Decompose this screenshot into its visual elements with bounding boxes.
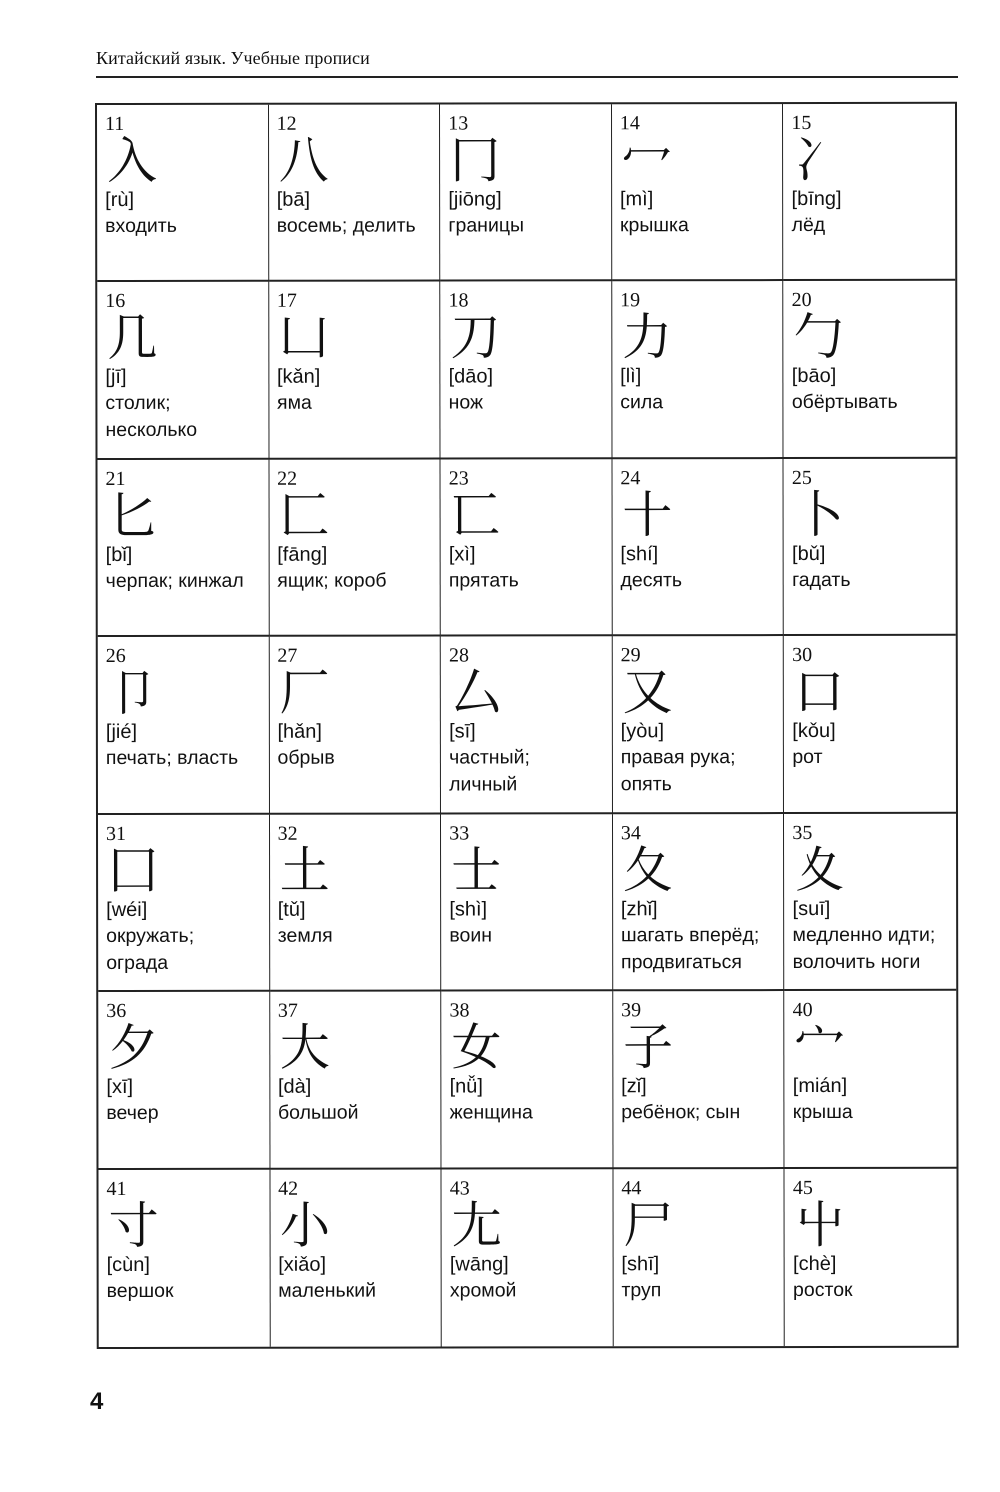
- radical-number: 12: [276, 112, 297, 135]
- radicals-table: [95, 102, 959, 1349]
- radical-character: 冖: [621, 131, 672, 190]
- radical-cell: [784, 814, 956, 992]
- radical-character: 子: [623, 1018, 674, 1077]
- radical-number: 37: [277, 999, 298, 1022]
- radical-number: 43: [449, 1177, 470, 1200]
- radical-number: 28: [448, 644, 469, 667]
- radical-pinyin: [suī]: [792, 897, 831, 920]
- radical-cell: [442, 1169, 614, 1347]
- radical-number: 22: [277, 467, 298, 490]
- radical-cell: [269, 637, 441, 815]
- radical-meaning: входить: [105, 214, 177, 237]
- radical-number: 44: [621, 1176, 642, 1199]
- radical-meaning: женщина: [449, 1101, 533, 1124]
- radical-cell: [784, 459, 956, 637]
- radical-pinyin: [shí]: [620, 543, 659, 566]
- radical-number: 24: [620, 467, 641, 490]
- radical-meaning: росток: [793, 1278, 853, 1301]
- radical-pinyin: [wāng]: [449, 1252, 509, 1276]
- radical-meaning: ящик; короб: [277, 569, 387, 592]
- radical-pinyin: [rù]: [105, 188, 135, 211]
- radical-number: 30: [792, 644, 813, 667]
- radical-character: 冂: [450, 131, 501, 190]
- radical-cell: [612, 104, 784, 282]
- radical-cell: [613, 991, 785, 1169]
- radical-meaning: окружать; ограда: [106, 924, 195, 974]
- radical-character: 土: [279, 841, 330, 900]
- radical-character: 力: [622, 308, 673, 367]
- radical-character: 口: [794, 663, 845, 722]
- radical-number: 18: [448, 289, 469, 312]
- radical-meaning: правая рука; опять: [620, 746, 736, 796]
- radical-pinyin: [zǐ]: [621, 1075, 647, 1098]
- radical-character: 厂: [279, 663, 330, 723]
- radical-cell: [270, 1169, 442, 1347]
- radical-character: 夊: [794, 840, 845, 899]
- radical-pinyin: [yòu]: [620, 720, 665, 743]
- radical-cell: [97, 460, 269, 638]
- radical-cell: [783, 104, 955, 282]
- radical-cell: [98, 814, 270, 992]
- radical-number: 11: [105, 112, 125, 135]
- radical-pinyin: [xì]: [448, 543, 476, 566]
- radical-number: 31: [106, 822, 127, 845]
- radical-pinyin: [bǐ]: [105, 543, 133, 566]
- radical-pinyin: [sī]: [449, 720, 476, 743]
- radical-pinyin: [jiōng]: [448, 188, 502, 211]
- radical-pinyin: [cùn]: [106, 1253, 150, 1276]
- radical-cell: [97, 105, 269, 283]
- radical-pinyin: [tǔ]: [277, 898, 306, 921]
- radical-cell: [784, 636, 956, 814]
- radical-number: 14: [619, 112, 640, 135]
- radical-cell: [441, 637, 613, 815]
- radical-pinyin: [chè]: [792, 1252, 837, 1275]
- radical-meaning: границы: [448, 214, 525, 237]
- radical-character: 士: [451, 841, 502, 900]
- radical-pinyin: [nǚ]: [449, 1075, 483, 1098]
- radical-character: 夕: [108, 1019, 159, 1078]
- radical-pinyin: [bīng]: [791, 187, 842, 211]
- radical-cell: [269, 459, 441, 637]
- radical-pinyin: [fāng]: [277, 543, 328, 566]
- radical-cell: [612, 281, 784, 459]
- radical-pinyin: [bǔ]: [792, 542, 826, 565]
- radical-cell: [98, 992, 270, 1170]
- radical-pinyin: [xiǎo]: [278, 1253, 327, 1276]
- radical-character: 冫: [793, 130, 844, 190]
- radical-character: 匸: [450, 486, 501, 545]
- radical-character: 小: [280, 1196, 331, 1255]
- radical-character: 屮: [794, 1195, 845, 1254]
- radical-number: 21: [105, 467, 126, 490]
- radical-meaning: восемь; делить: [276, 214, 416, 237]
- radical-pinyin: [dà]: [277, 1075, 312, 1098]
- radical-meaning: крышка: [619, 214, 689, 237]
- page-header-title: Китайский язык. Учебные прописи: [96, 48, 370, 68]
- radical-cell: [785, 991, 957, 1169]
- radical-number: 41: [106, 1177, 127, 1200]
- radical-character: 入: [107, 131, 158, 190]
- radical-pinyin: [xī]: [106, 1076, 134, 1099]
- radical-pinyin: [mì]: [619, 188, 654, 211]
- radical-character: 卩: [107, 664, 158, 723]
- radical-meaning: черпак; кинжал: [105, 569, 244, 592]
- radical-pinyin: [jié]: [105, 721, 138, 744]
- radical-meaning: обрыв: [277, 746, 335, 770]
- radical-number: 29: [620, 644, 641, 667]
- radical-meaning: яма: [276, 392, 312, 415]
- radical-meaning: столик; несколько: [105, 392, 198, 442]
- radical-character: 匚: [279, 486, 330, 545]
- radical-number: 45: [792, 1176, 813, 1199]
- page-number: 4: [90, 1388, 104, 1415]
- radical-cell: [612, 459, 784, 637]
- radical-meaning: лёд: [791, 213, 826, 237]
- radical-meaning: печать; власть: [105, 747, 239, 770]
- radical-number: 38: [449, 999, 470, 1022]
- radical-meaning: вершок: [106, 1279, 174, 1302]
- radical-meaning: ребёнок; сын: [621, 1101, 741, 1124]
- radical-character: 刀: [450, 308, 501, 367]
- radical-meaning: маленький: [278, 1279, 377, 1302]
- radical-pinyin: [dāo]: [448, 365, 494, 388]
- radical-meaning: рот: [792, 746, 823, 769]
- radical-meaning: крыша: [792, 1101, 853, 1124]
- radical-character: 宀: [794, 1018, 845, 1077]
- radical-cell: [784, 281, 956, 459]
- radical-character: 十: [622, 486, 673, 545]
- radical-character: 匕: [107, 486, 158, 545]
- radical-meaning: прятать: [448, 569, 519, 592]
- radical-meaning: десять: [620, 569, 683, 592]
- radical-pinyin: [bāo]: [791, 365, 837, 388]
- radical-cell: [97, 282, 269, 460]
- radical-pinyin: [kǎn]: [276, 366, 321, 389]
- radical-character: 八: [278, 131, 329, 190]
- radical-pinyin: [kǒu]: [792, 720, 836, 743]
- radical-number: 36: [106, 1000, 127, 1023]
- radical-character: 夂: [622, 840, 673, 899]
- radical-cell: [441, 991, 613, 1169]
- radical-number: 25: [791, 466, 812, 489]
- radical-number: 19: [620, 289, 641, 312]
- radical-pinyin: [hǎn]: [277, 720, 322, 744]
- radical-cell: [269, 105, 441, 283]
- radical-number: 34: [620, 821, 641, 844]
- radical-meaning: большой: [277, 1101, 359, 1124]
- radical-cell: [269, 282, 441, 460]
- radical-number: 13: [448, 112, 469, 135]
- radical-meaning: труп: [621, 1278, 662, 1301]
- radical-cell: [441, 814, 613, 992]
- radical-character: 凵: [278, 309, 329, 368]
- radical-pinyin: [wéi]: [106, 898, 148, 921]
- radical-cell: [270, 814, 442, 992]
- radical-number: 15: [791, 111, 812, 135]
- radical-character: 女: [451, 1018, 502, 1077]
- radical-meaning: обёртывать: [791, 391, 898, 414]
- radical-character: 卜: [793, 485, 845, 544]
- radical-meaning: гадать: [792, 568, 851, 591]
- radical-number: 39: [621, 999, 642, 1022]
- radical-number: 32: [277, 822, 298, 845]
- radical-character: 几: [107, 309, 158, 368]
- radical-pinyin: [lì]: [620, 365, 642, 388]
- radical-cell: [270, 992, 442, 1170]
- radical-meaning: шагать вперёд; продвигаться: [620, 923, 760, 973]
- radical-cell: [613, 636, 785, 814]
- radical-number: 16: [105, 290, 126, 313]
- radical-cell: [613, 1169, 785, 1347]
- radical-character: 大: [279, 1018, 330, 1077]
- radical-meaning: земля: [277, 924, 333, 947]
- radical-pinyin: [zhǐ]: [620, 897, 658, 920]
- radical-number: 20: [791, 289, 812, 312]
- radical-cell: [785, 1168, 957, 1346]
- radical-number: 42: [278, 1177, 299, 1200]
- radical-meaning: хромой: [449, 1278, 517, 1302]
- radical-number: 23: [448, 467, 469, 490]
- radical-pinyin: [jī]: [105, 366, 127, 389]
- radical-pinyin: [mián]: [792, 1075, 848, 1098]
- radical-pinyin: [shì]: [449, 898, 488, 921]
- radical-meaning: медленно идти; волочить ноги: [792, 923, 936, 973]
- radical-cell: [440, 104, 612, 282]
- radical-meaning: воин: [449, 924, 493, 947]
- radical-meaning: вечер: [106, 1102, 159, 1125]
- radical-meaning: нож: [448, 391, 484, 414]
- radical-character: 厶: [450, 663, 502, 722]
- radical-character: 尸: [623, 1195, 674, 1254]
- radical-number: 33: [449, 822, 470, 845]
- radical-character: 又: [622, 663, 673, 722]
- radical-meaning: частный; личный: [449, 746, 530, 796]
- radical-character: 尢: [451, 1195, 502, 1255]
- radical-number: 27: [277, 644, 298, 668]
- radical-number: 17: [276, 290, 297, 313]
- radical-pinyin: [shī]: [621, 1252, 660, 1275]
- radical-character: 寸: [108, 1196, 159, 1255]
- radical-cell: [440, 282, 612, 460]
- radical-cell: [98, 637, 270, 815]
- radical-number: 35: [792, 821, 813, 844]
- radical-meaning: сила: [620, 391, 664, 414]
- radical-cell: [613, 814, 785, 992]
- radical-number: 40: [792, 999, 813, 1022]
- radical-pinyin: [bā]: [276, 188, 311, 211]
- radical-number: 26: [105, 645, 126, 668]
- radical-cell: [98, 1169, 270, 1347]
- radical-character: 囗: [108, 841, 159, 900]
- radical-character: 勹: [793, 308, 844, 367]
- radical-cell: [441, 459, 613, 637]
- page-header: [96, 46, 958, 78]
